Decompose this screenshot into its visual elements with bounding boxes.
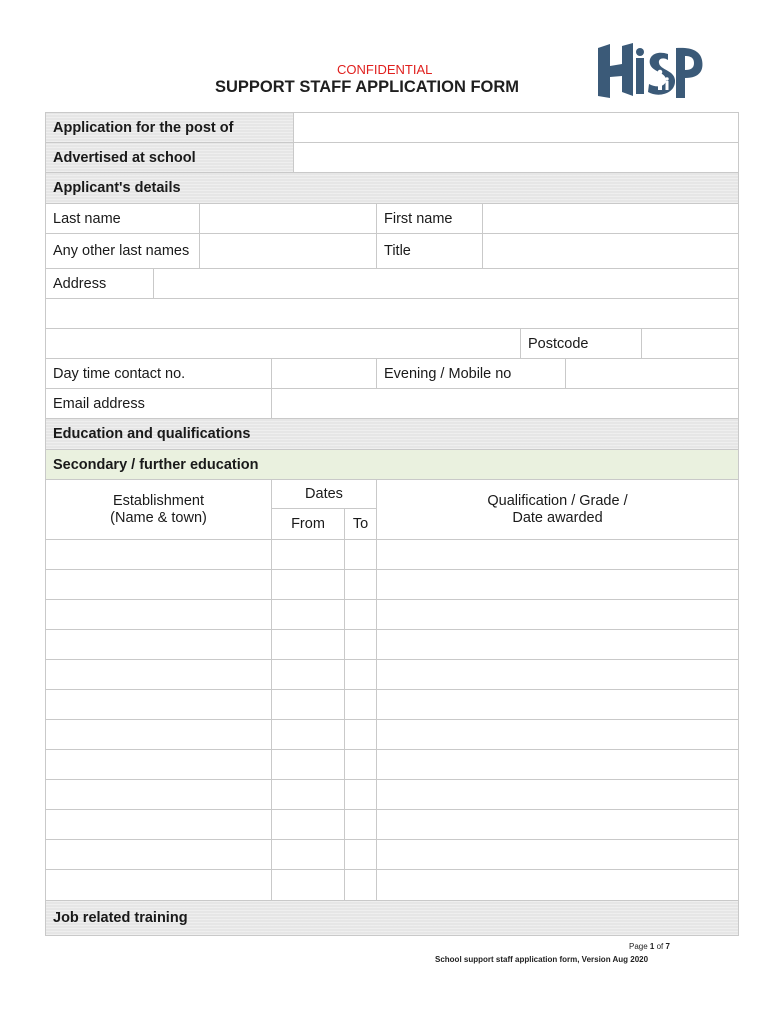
date-from-input[interactable] <box>272 720 345 749</box>
last-name-input[interactable] <box>200 204 377 233</box>
qualification-input[interactable] <box>377 540 739 569</box>
establishment-input[interactable] <box>45 720 272 749</box>
education-row <box>45 689 739 719</box>
date-to-input[interactable] <box>345 750 377 779</box>
date-to-input[interactable] <box>345 600 377 629</box>
title-input[interactable] <box>483 234 739 268</box>
evening-contact-label: Evening / Mobile no <box>377 359 566 388</box>
address-input-line3[interactable] <box>45 329 521 358</box>
last-name-label: Last name <box>45 204 200 233</box>
school-input[interactable] <box>294 143 739 172</box>
col-from: From <box>272 509 345 539</box>
date-from-input[interactable] <box>272 750 345 779</box>
qualification-input[interactable] <box>377 750 739 779</box>
day-contact-input[interactable] <box>272 359 377 388</box>
name-row <box>45 203 739 233</box>
form-version: School support staff application form, Version Aug 2020 <box>435 955 649 964</box>
date-from-input[interactable] <box>272 570 345 599</box>
education-rows <box>45 539 739 900</box>
training-section-row <box>45 900 739 936</box>
date-from-input[interactable] <box>272 780 345 809</box>
education-row <box>45 569 739 599</box>
education-row <box>45 809 739 839</box>
establishment-input[interactable] <box>45 780 272 809</box>
col-qualification: Qualification / Grade / Date awarded <box>377 480 739 539</box>
postcode-row <box>45 328 739 358</box>
address-label: Address <box>45 269 154 298</box>
education-section-title: Education and qualifications <box>45 419 739 449</box>
date-to-input[interactable] <box>345 570 377 599</box>
education-row <box>45 599 739 629</box>
date-to-input[interactable] <box>345 780 377 809</box>
date-to-input[interactable] <box>345 630 377 659</box>
secondary-subsection-title: Secondary / further education <box>45 450 739 479</box>
qualification-input[interactable] <box>377 630 739 659</box>
qualification-input[interactable] <box>377 600 739 629</box>
hisp-logo <box>596 42 706 100</box>
education-row <box>45 659 739 689</box>
date-from-input[interactable] <box>272 600 345 629</box>
first-name-input[interactable] <box>483 204 739 233</box>
training-section-title: Job related training <box>45 901 739 935</box>
establishment-input[interactable] <box>45 840 272 869</box>
application-form-grid <box>45 112 739 936</box>
applicant-section-title: Applicant's details <box>45 173 739 203</box>
school-label: Advertised at school <box>45 143 294 172</box>
address-row-2 <box>45 298 739 328</box>
postcode-input[interactable] <box>642 329 739 358</box>
date-to-input[interactable] <box>345 690 377 719</box>
col-dates: Dates <box>272 480 376 509</box>
establishment-input[interactable] <box>45 870 272 900</box>
page-of: of <box>656 942 664 951</box>
qualification-input[interactable] <box>377 840 739 869</box>
date-from-input[interactable] <box>272 630 345 659</box>
day-contact-label: Day time contact no. <box>45 359 272 388</box>
date-to-input[interactable] <box>345 660 377 689</box>
date-to-input[interactable] <box>345 840 377 869</box>
establishment-input[interactable] <box>45 540 272 569</box>
date-to-input[interactable] <box>345 720 377 749</box>
education-row <box>45 719 739 749</box>
postcode-label: Postcode <box>521 329 642 358</box>
post-row <box>45 112 739 142</box>
page-total: 7 <box>665 942 670 951</box>
establishment-input[interactable] <box>45 570 272 599</box>
date-from-input[interactable] <box>272 870 345 900</box>
date-from-input[interactable] <box>272 840 345 869</box>
secondary-subsection-row <box>45 449 739 479</box>
education-header-row <box>45 479 739 539</box>
date-from-input[interactable] <box>272 690 345 719</box>
establishment-input[interactable] <box>45 600 272 629</box>
applicant-section-row <box>45 172 739 203</box>
qualification-input[interactable] <box>377 810 739 839</box>
other-names-label: Any other last names <box>45 234 200 268</box>
qualification-input[interactable] <box>377 570 739 599</box>
qualification-input[interactable] <box>377 780 739 809</box>
establishment-input[interactable] <box>45 660 272 689</box>
confidential-label: CONFIDENTIAL <box>337 62 433 77</box>
date-from-input[interactable] <box>272 660 345 689</box>
email-label: Email address <box>45 389 272 418</box>
date-to-input[interactable] <box>345 810 377 839</box>
address-row <box>45 268 739 298</box>
address-input-line1[interactable] <box>154 269 739 298</box>
qualification-input[interactable] <box>377 870 739 900</box>
col-establishment: Establishment (Name & town) <box>45 480 272 539</box>
education-row <box>45 839 739 869</box>
date-from-input[interactable] <box>272 810 345 839</box>
qualification-input[interactable] <box>377 720 739 749</box>
establishment-input[interactable] <box>45 690 272 719</box>
evening-contact-input[interactable] <box>566 359 739 388</box>
education-row <box>45 629 739 659</box>
post-input[interactable] <box>294 113 739 142</box>
qualification-input[interactable] <box>377 660 739 689</box>
first-name-label: First name <box>377 204 483 233</box>
establishment-input[interactable] <box>45 750 272 779</box>
col-to: To <box>352 516 369 532</box>
address-input-line2[interactable] <box>45 299 739 328</box>
education-row <box>45 539 739 569</box>
page-prefix: Page <box>629 942 648 951</box>
qualification-input[interactable] <box>377 690 739 719</box>
col-dates-group <box>272 480 377 539</box>
other-names-input[interactable] <box>200 234 377 268</box>
email-input[interactable] <box>272 389 739 418</box>
page-current: 1 <box>649 942 655 951</box>
page-number <box>629 942 670 951</box>
education-row <box>45 779 739 809</box>
post-label: Application for the post of <box>45 113 294 142</box>
education-section-row <box>45 418 739 449</box>
education-row <box>45 749 739 779</box>
date-to-input[interactable] <box>345 870 377 900</box>
other-names-row <box>45 233 739 268</box>
contact-row <box>45 358 739 388</box>
establishment-input[interactable] <box>45 810 272 839</box>
education-row <box>45 869 739 900</box>
date-to-input[interactable] <box>345 540 377 569</box>
title-label: Title <box>377 234 483 268</box>
establishment-input[interactable] <box>45 630 272 659</box>
email-row <box>45 388 739 418</box>
date-from-input[interactable] <box>272 540 345 569</box>
school-row <box>45 142 739 172</box>
form-title: SUPPORT STAFF APPLICATION FORM <box>215 78 520 96</box>
